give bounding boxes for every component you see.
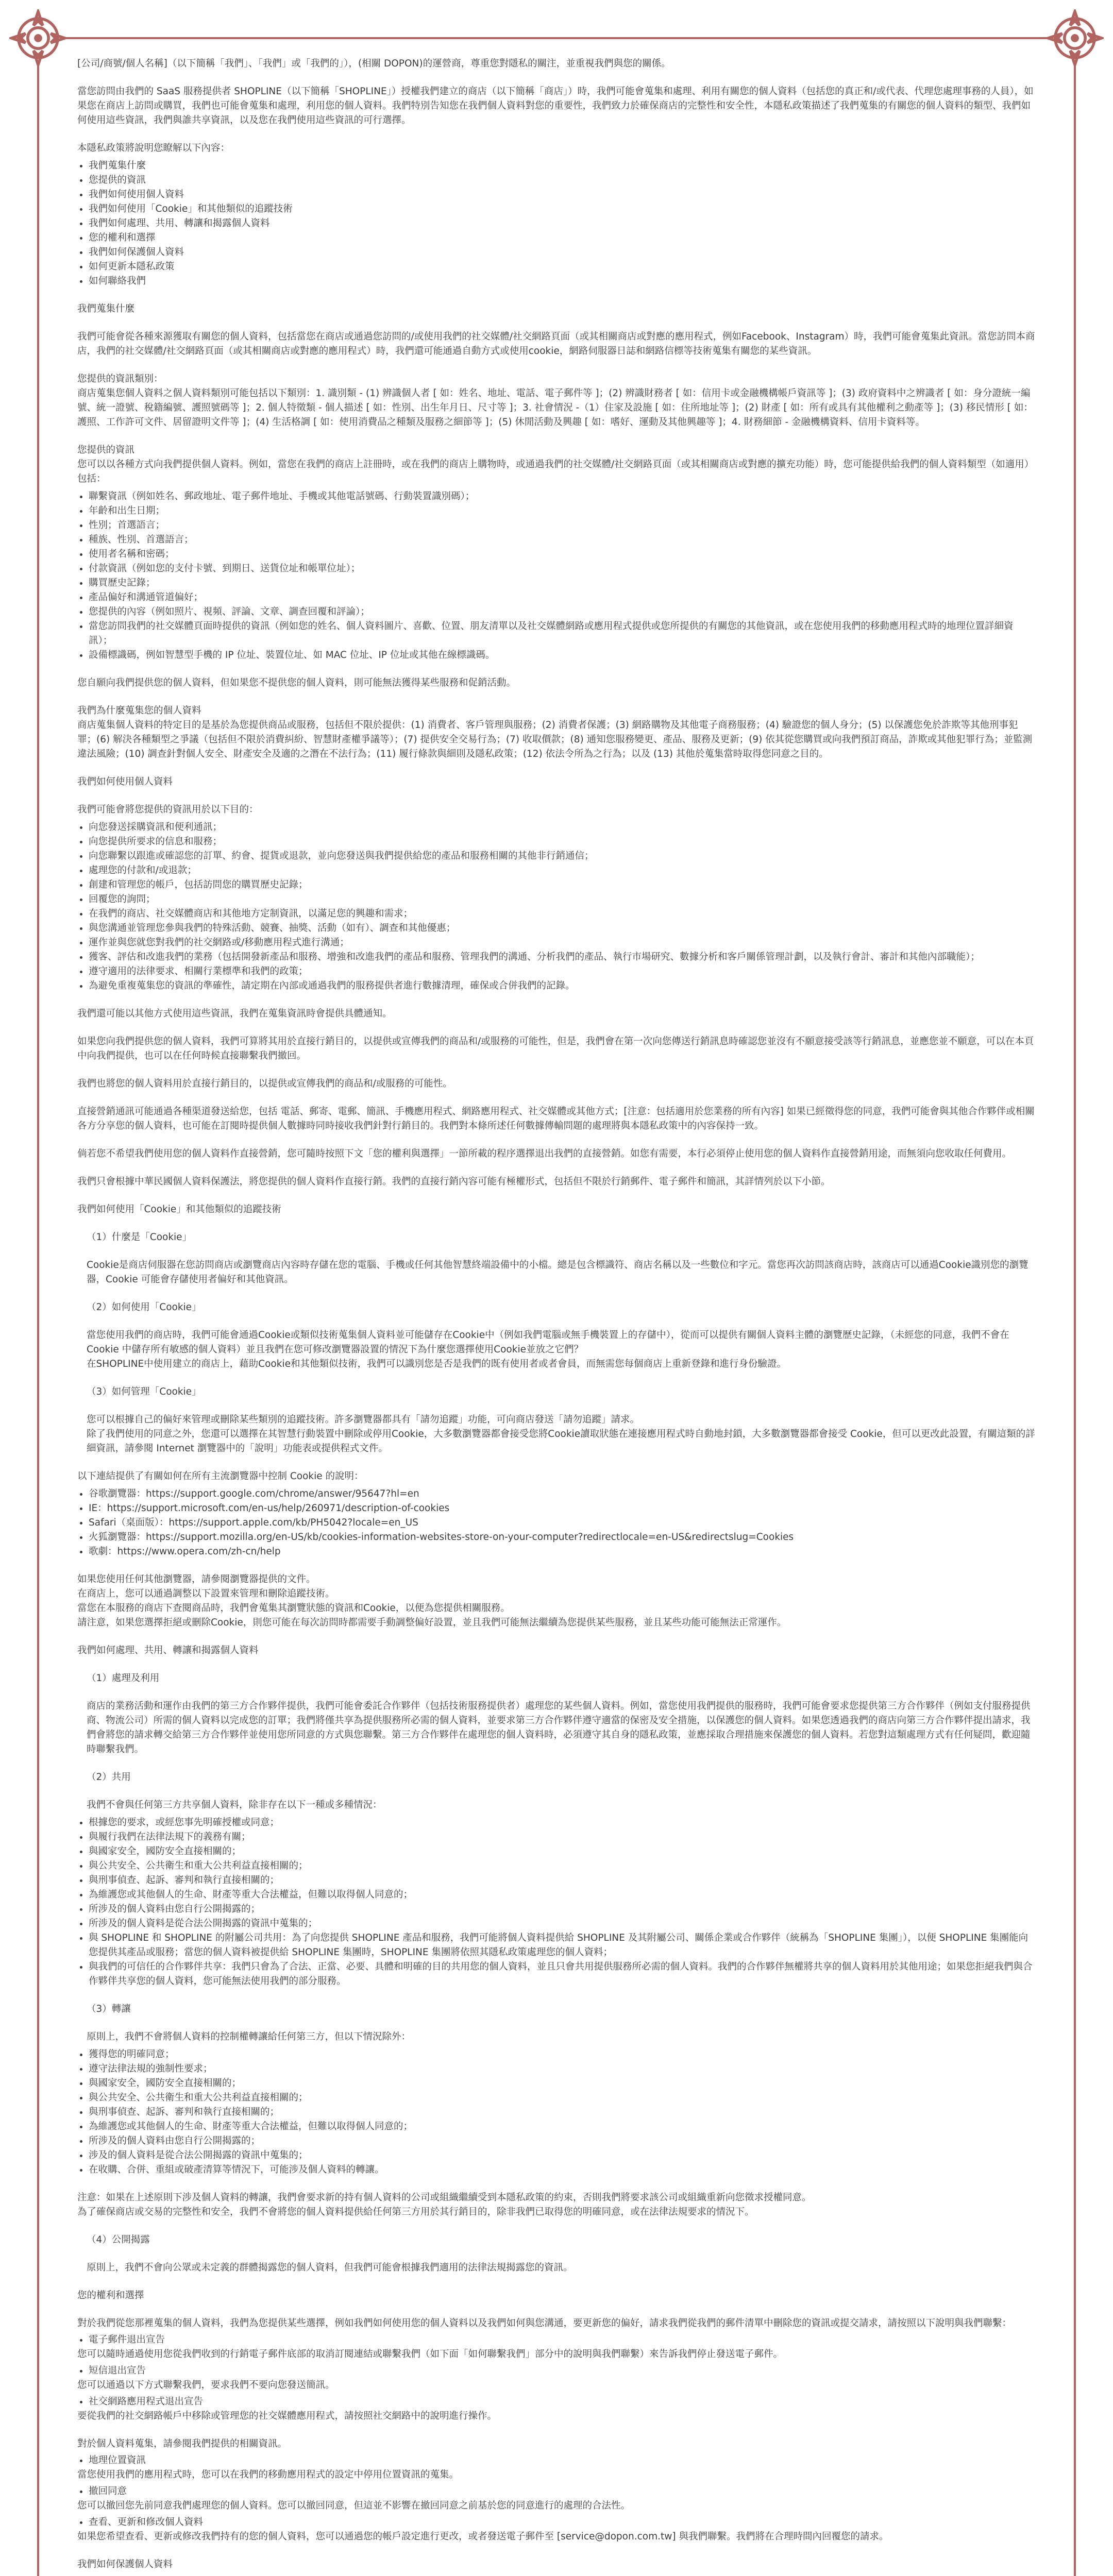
list-item: • 向您發送採購資訊和便利通訊； bbox=[89, 820, 1036, 835]
section-paragraph: 我們不會與任何第三方共享個人資料，除非存在以下一種或多種情況： bbox=[87, 1800, 382, 1810]
policy-content bbox=[77, 57, 1036, 2576]
section-paragraph: 您可以根據自己的偏好來管理或刪除某些類別的追蹤技術。許多瀏覽器都具有「請勿追蹤」功能，可向商店發送「請勿追蹤」請求。 除了我們使用的同意之外，您還可以選擇在其智慧行動裝置中刪除或停用Cookie，大多數瀏覽器都會接受您將Cookie讀取狀態在連接應用程式時自動地封鎖，大多數瀏覽器都會接受 Cookie，但可以更改此設置，有關這類的詳細資訊，請參閱 Internet 瀏覽器中的「說明」功能表或提供程式文件。 bbox=[87, 1414, 1035, 1454]
list-item: • 當您訪問我們的社交媒體頁面時提供的資訊（例如您的姓名、個人資料圖片、喜歡、位置、朋友清單以及社交媒體網路或應用程式提供或您所提供的有關您的其他資訊，或在您使用我們的移動應用程式時的地理位置詳細資訊）； bbox=[89, 619, 1036, 648]
subsection-title: （1）什麼是「Cookie」 bbox=[87, 1232, 192, 1243]
list-item: • 付款資訊（例如您的支付卡號、到期日、送貨位址和帳單位址）； bbox=[89, 562, 1036, 576]
section-heading: 我們如何保護個人資料 bbox=[77, 2559, 173, 2570]
frame-right-rule bbox=[1074, 66, 1076, 2576]
list-item: • 根據您的要求，或經您事先明確授權或同意； bbox=[89, 1816, 1036, 1830]
ornament-corner-icon bbox=[1046, 9, 1104, 67]
right-title: • 短信退出宣告 bbox=[89, 2364, 1036, 2378]
section-heading: 我們蒐集什麼 bbox=[77, 303, 135, 314]
toc-item: • 我們如何保護個人資料 bbox=[89, 245, 1036, 260]
right-body: 您可以通過以下方式聯繫我們，要求我們不要向您發送簡訊。 bbox=[77, 2380, 335, 2391]
section-heading: 您的權利和選擇 bbox=[77, 2290, 144, 2301]
right-body: 當您使用我們的應用程式時，您可以在我們的移動應用程式的設定中停用位置資訊的蒐集。 bbox=[77, 2469, 459, 2480]
list-item: • 與公共安全、公共衛生和重大公共利益直接相關的； bbox=[89, 1859, 1036, 1873]
transfer-conditions-list bbox=[77, 2047, 1036, 2177]
browser-help-link[interactable]: • 歌劇：https://www.opera.com/zh-cn/help bbox=[89, 1545, 1036, 1559]
right-title: • 查看、更新和修改個人資料 bbox=[89, 2515, 1036, 2530]
list-item: • 為維護您或其他個人的生命、財產等重大合法權益，但難以取得個人同意的； bbox=[89, 2120, 1036, 2134]
right-title: • 電子郵件退出宣告 bbox=[89, 2333, 1036, 2347]
section-paragraph: 您自願向我們提供您的個人資料，但如果您不提供您的個人資料，則可能無法獲得某些服務和促銷活動。 bbox=[77, 677, 516, 688]
subsection-title: （2）共用 bbox=[87, 1772, 131, 1783]
frame-left-rule bbox=[37, 66, 39, 2576]
list-item: • 與公共安全、公共衛生和重大公共利益直接相關的； bbox=[89, 2091, 1036, 2105]
section-paragraph: 當您使用我們的商店時，我們可能會通過Cookie或類似技術蒐集個人資料並可能儲存在Cookie中（例如我們電腦或無手機裝置上的存儲中），從而可以提供有關個人資料主體的瀏覽歷史記錄，（未經您的同意，我們不會在 Cookie 中儲存所有敏感的個人資料）並且我們在您可修改瀏覽器設置的情況下為什麼您選擇使用Cookie並放之它們？ 在SHOPLINE中使用建立的商店上，藉助Cookie和其他類似技術，我們可以識別您是否是我們的既有使用者或者會員，而無需您每個商店上重新登錄和進行身份驗證。 bbox=[87, 1330, 1009, 1369]
rights-list bbox=[77, 2453, 1036, 2468]
intro-paragraph: [公司/商號/個人名稱]（以下簡稱「我們」、「我們」或「我們的」），(相關 DOPON)的運營商，尊重您對隱私的關注，並重視我們與您的關係。 bbox=[77, 58, 671, 69]
right-body: 要從我們的社交網路帳戶中移除或管理您的社交媒體應用程式，請按照社交網路中的說明進行操作。 bbox=[77, 2411, 497, 2421]
list-item: • 使用者名稱和密碼； bbox=[89, 547, 1036, 562]
right-title: • 地理位置資訊 bbox=[89, 2453, 1036, 2468]
list-item: • 處理您的付款和/或退款； bbox=[89, 863, 1036, 878]
browser-help-link[interactable]: • 谷歌瀏覽器：https://support.google.com/chrome/answer/95647?hl=en bbox=[89, 1487, 1036, 1501]
toc-item: • 我們蒐集什麼 bbox=[89, 159, 1036, 173]
list-item: • 向您聯繫以跟進或確認您的訂單、約會、提貨或退款，並向您發送與我們提供給您的產品和服務相關的其他非行銷通信； bbox=[89, 849, 1036, 863]
section-paragraph: 原則上，我們不會將個人資料的控制權轉讓給任何第三方，但以下情況除外： bbox=[87, 2031, 411, 2042]
section-paragraph: 我們可能會從各種來源獲取有關您的個人資料，包括當您在商店或通過您訪問的/或使用我們的社交媒體/社交網路頁面（或其相關商店或對應的應用程式，例如Facebook、Instagram）時，我們可能會蒐集此資訊。當您訪問本商店，我們的社交媒體/社交網路頁面（或其相關商店或對應的應用程式）時，我們還可能通過自動方式或使用cookie，網路伺服器日誌和網路信標等技術蒐集有關您的某些資訊。 bbox=[77, 331, 1035, 357]
list-item: • 為避免重複蒐集您的資訊的準確性，請定期在內部或通過我們的服務提供者進行數據清理，確保或合併我們的記錄。 bbox=[89, 979, 1036, 993]
rights-list bbox=[77, 2364, 1036, 2378]
browser-help-links bbox=[77, 1487, 1036, 1559]
list-item: • 所涉及的個人資料由您自行公開揭露的； bbox=[89, 1902, 1036, 1917]
list-item: • 遵守法律法規的強制性要求； bbox=[89, 2062, 1036, 2076]
list-item: • 為維護您或其他個人的生命、財產等重大合法權益，但難以取得個人同意的； bbox=[89, 1888, 1036, 1902]
browser-help-link[interactable]: • Safari（桌面版）：https://support.apple.com/kb/PH5042?locale=en_US bbox=[89, 1516, 1036, 1530]
section-paragraph: 注意：如果在上述原則下涉及個人資料的轉讓，我們會要求新的持有個人資料的公司或組織繼續受到本隱私政策的約束，否則我們將要求該公司或組織重新向您徵求授權同意。 為了確保商店或交易的完整性和安全，我們不會將您的個人資料提供給任何第三方用於其行銷目的，除非我們已取得您的明確同意，或在法律法規要求的情況下。 bbox=[77, 2192, 812, 2217]
list-item: • 設備標識碼，例如智慧型手機的 IP 位址、裝置位址、如 MAC 位址、IP 位址或其他在線標識碼。 bbox=[89, 648, 1036, 663]
intro-paragraph: 當您訪問由我們的 SaaS 服務提供者 SHOPLINE（以下簡稱「SHOPLINE」）授權我們建立的商店（以下簡稱「商店」）時，我們可能會蒐集和處理、利用有關您的個人資料（包括您的真正和/或代表、代理您處理事務的人員），如果您在商店上訪問或購買，我們也可能會蒐集和處理，利用您的個人資料。我們特別告知您在我們個人資料對您的重要性，我們致力於確保商店的完整性和安全性，本隱私政策描述了我們蒐集的有關您的個人資料的類型、我們如何使用這些資訊，我們與誰共享資訊，以及您在我們使用這些資訊的可行選擇。 bbox=[77, 86, 1034, 126]
right-body: 您可以隨時通過使用您從我們收到的行銷電子郵件底部的取消訂閱連結或聯繫我們（如下面「如何聯繫我們」部分中的說明與我們聯繫）來告訴我們停止發送電子郵件。 bbox=[77, 2349, 783, 2360]
list-item: • 聯繫資訊（例如姓名、郵政地址、電子郵件地址、手機或其他電話號碼、行動裝置識別碼）； bbox=[89, 489, 1036, 504]
list-item: • 涉及的個人資料是從合法公開揭露的資訊中蒐集的； bbox=[89, 2148, 1036, 2163]
section-paragraph: 您提供的資訊 您可以以各種方式向我們提供個人資料。例如，當您在我們的商店上註冊時，或在我們的商店上購物時，或通過我們的社交媒體/社交網路頁面（或其相關商店或對應的擴充功能）時，您可能提供給我們的個人資料類型（如適用）包括： bbox=[77, 445, 1034, 484]
list-item: • 種族、性別、首選語言； bbox=[89, 533, 1036, 547]
list-item: • 運作並與您就您對我們的社交網路或/移動應用程式進行溝通； bbox=[89, 936, 1036, 950]
use-purpose-list bbox=[77, 820, 1036, 993]
ornament-corner-icon bbox=[9, 9, 67, 67]
section-paragraph: 以下連結提供了有關如何在所有主流瀏覽器中控制 Cookie 的說明： bbox=[77, 1471, 364, 1482]
toc-item: • 我們如何使用「Cookie」和其他類似的追蹤技術 bbox=[89, 202, 1036, 216]
list-item: • 與刑事偵查、起訴、審判和執行直接相關的； bbox=[89, 1873, 1036, 1888]
section-paragraph: 如果您向我們提供您的個人資料，我們可算將其用於直接行銷目的，以提供或宣傳我們的商品和/或服務的可能性，但是，我們會在第一次向您傳送行銷訊息時確認您並沒有不願意接受該等行銷訊息，並應您並不願意，可以在本頁中向我們提供，也可以在任何時候直接聯繫我們撤回。 bbox=[77, 1036, 1034, 1061]
subsection-title: （3）如何管理「Cookie」 bbox=[87, 1386, 201, 1397]
section-paragraph: 我們可能會將您提供的資訊用於以下目的： bbox=[77, 804, 259, 815]
list-item: • 與國家安全，國防安全直接相關的； bbox=[89, 2076, 1036, 2091]
section-paragraph: 我們還可能以其他方式使用這些資訊，我們在蒐集資訊時會提供具體通知。 bbox=[77, 1008, 392, 1019]
browser-help-link[interactable]: • 火狐瀏覽器：https://support.mozilla.org/en-US/kb/cookies-information-websites-store-on-your-computer?redirectlocale=en-US&redirectslug=Cookies bbox=[89, 1530, 1036, 1545]
section-heading: 我們如何處理、共用、轉讓和揭露個人資料 bbox=[77, 1645, 259, 1656]
rights-list bbox=[77, 2484, 1036, 2499]
rights-list bbox=[77, 2515, 1036, 2530]
frame-top-rule bbox=[66, 37, 1047, 39]
right-body: 如果您希望查看、更新或修改我們持有的您的個人資料，您可以通過您的帳戶設定進行更改，或者發送電子郵件至 [service@dopon.com.tw] 與我們聯繫。我們將在合理時間內回覆您的請求。 bbox=[77, 2531, 889, 2542]
section-paragraph: 如果您使用任何其他瀏覽器，請參閱瀏覽器提供的文件。 在商店上，您可以通過調整以下設置來管理和刪除追蹤技術。 當您在本服務的商店下查閱商品時，我們會蒐集其瀏覽狀態的資訊和Cookie，以便為您提供相關服務。 請注意，如果您選擇拒絕或刪除Cookie，則您可能在每次訪問時都需要手動調整偏好設置，並且我們可能無法繼續為您提供某些服務，並且某些功能可能無法正常運作。 bbox=[77, 1574, 787, 1628]
section-paragraph: 對於我們從您那裡蒐集的個人資料，我們為您提供某些選擇，例如我們如何使用您的個人資料以及我們如何與您溝通，要更新您的偏好，請求我們從我們的郵件清單中刪除您的資訊或提交請求，請按照以下說明與我們聯繫： bbox=[77, 2318, 1012, 2329]
subsection-title: （4）公開揭露 bbox=[87, 2234, 150, 2245]
list-item: • 所涉及的個人資料由您自行公開揭露的； bbox=[89, 2134, 1036, 2148]
info-type-list bbox=[77, 489, 1036, 663]
section-paragraph: 倘若您不希望我們使用您的個人資料作直接營銷，您可隨時按照下文「您的權利與選擇」一節所載的程序選擇退出我們的直接營銷。如您有需要，本行必須停止使用您的個人資料作直接營銷用途，而無須向您收取任何費用。 bbox=[77, 1148, 1012, 1159]
list-item: • 遵守適用的法律要求、相關行業標準和我們的政策； bbox=[89, 964, 1036, 979]
sharing-conditions-list bbox=[77, 1816, 1036, 1989]
list-item: • 與我們的可信任的合作夥伴共享：我們只會為了合法、正當、必要、具體和明確的目的共用您的個人資料，並且只會共用提供服務所必需的個人資料。我們的合作夥伴無權將共享的個人資料用於其他用途；如果您拒絕我們與合作夥伴共享您的個人資料，您可能無法使用我們的部分服務。 bbox=[89, 1960, 1036, 1989]
toc-item: • 我們如何處理、共用、轉讓和揭露個人資料 bbox=[89, 216, 1036, 231]
subsection-title: （3）轉讓 bbox=[87, 2004, 131, 2014]
list-item: • 向您提供所要求的信息和服務； bbox=[89, 835, 1036, 849]
list-item: • 獲得您的明確同意； bbox=[89, 2047, 1036, 2062]
list-item: • 回覆您的詢問； bbox=[89, 892, 1036, 907]
section-paragraph: 直接營銷通訊可能通過各種渠道發送給您，包括 電話、郵寄、電郵、簡訊、手機應用程式、網路應用程式、社交媒體或其他方式；[注意：包括適用於您業務的所有內容] 如果已經徵得您的同意，我們可能會與其他合作夥伴或相關各方分享您的個人資料，也可能在訂閱時提供個人數據時同時接收我們針對行銷目的。我們對本條所述任何數據傳輸問題的處理將與本隱私政策中的內容保持一致。 bbox=[77, 1106, 1035, 1131]
section-paragraph: 我們為什麼蒐集您的個人資料 商店蒐集個人資料的特定目的是基於為您提供商品或服務，包括但不限於提供：(1) 消費者、客戶管理與服務；(2) 消費者保護；(3) 網路購物及其他電子商務服務；(4) 驗證您的個人身分；(5) 以保護您免於詐欺等其他刑事犯罪；(6) 解決各種類型之爭議（包括但不限於消費糾紛、智慧財產權爭議等）；(7) 提供安全交易行為；(7) 收取價款；(8) 通知您服務變更、產品、服務及更新；(9) 依其從您購買或向我們預訂商品，詐欺或其他犯罪行為；並監測違法風險；(10) 調查針對個人安全、財產安全及適的之潛在不法行為；(11) 履行條款與細則及隱私政策；(12) 依法令所為之行為；以及 (13) 其他於蒐集當時取得您同意之目的。 bbox=[77, 705, 1033, 759]
list-item: • 性別；首選語言； bbox=[89, 518, 1036, 533]
section-paragraph: 原則上，我們不會向公眾或未定義的群體揭露您的個人資料，但我們可能會根據我們適用的法律法規揭露您的資訊。 bbox=[87, 2262, 573, 2273]
section-paragraph: 我們也將您的個人資料用於直接行銷目的，以提供或宣傳我們的商品和/或服務的可能性。 bbox=[77, 1078, 452, 1089]
list-item: • 在我們的商店、社交媒體商店和其他地方定制資訊，以滿足您的興趣和需求； bbox=[89, 907, 1036, 921]
browser-help-link[interactable]: • IE：https://support.microsoft.com/en-us/help/260971/description-of-cookies bbox=[89, 1501, 1036, 1516]
subsection-title: （2）如何使用「Cookie」 bbox=[87, 1302, 201, 1313]
right-body: 您可以撤回您先前同意我們處理您的個人資料。您可以撤回同意，但這並不影響在撤回同意之前基於您的同意進行的處理的合法性。 bbox=[77, 2500, 631, 2511]
list-item: • 創建和管理您的帳戶，包括訪問您的購買歷史記錄； bbox=[89, 878, 1036, 892]
list-item: • 獲客、評估和改進我們的業務（包括開發新產品和服務、增強和改進我們的產品和服務、管理我們的溝通、分析我們的產品、執行市場研究、數據分析和客戶關係管理計劃，以及執行會計、審計和其他內部職能）； bbox=[89, 950, 1036, 964]
list-item: • 與 SHOPLINE 和 SHOPLINE 的附屬公司共用：為了向您提供 SHOPLINE 產品和服務，我們可能將個人資料提供給 SHOPLINE 及其附屬公司、關係企業或合作夥伴（統稱為「SHOPLINE 集團」），以便 SHOPLINE 集團能向您提供其產品或服務；當您的個人資料被提供給 SHOPLINE 集團時，SHOPLINE 集團將依照其隱私政策處理您的個人資料； bbox=[89, 1931, 1036, 1960]
list-item: • 年齡和出生日期； bbox=[89, 504, 1036, 518]
toc-item: • 我們如何使用個人資料 bbox=[89, 188, 1036, 202]
section-paragraph: Cookie是商店伺服器在您訪問商店或瀏覽商店內容時存儲在您的電腦、手機或任何其他智慧終端設備中的小檔。總是包含標識符、商店名稱以及一些數位和字元。當您再次訪問該商店時，該商店可以通過Cookie識別您的瀏覽器，Cookie 可能會存儲使用者偏好和其他資訊。 bbox=[87, 1260, 1028, 1285]
rights-list bbox=[77, 2395, 1036, 2409]
list-item: • 與刑事偵查、起訴、審判和執行直接相關的； bbox=[89, 2105, 1036, 2120]
section-paragraph: 您提供的資訊類別： 商店蒐集您個人資料之個人資料類別可能包括以下類別：1. 識別類 - (1) 辨識個人者 [ 如：姓名、地址、電話、電子郵件等 ]；(2) 辨識財務者 [ 如：信用卡或金融機構帳戶資訊等 ]；(3) 政府資料中之辨識者 [ 如：身分證統一編號、統一證號、稅籍編號、護照號碼等 ]；2. 個人特徵類 - 個人描述 [ 如：性別、出生年月日、尺寸等 ]；3. 社會情況 -（1）住家及設施 [ 如：住所地址等 ]；(2) 財產 [ 如：所有或具有其他權利之動產等 ]；(3) 移民情形 [ 如：護照、工作許可文件、居留證明文件等 ]；(4) 生活格調 [ 如：使用消費品之種類及服務之細節等 ]；(5) 休閒活動及興趣 [ 如：嗜好、運動及其他興趣等 ]；4. 財務細節 - 金融機構資料、信用卡資料等。 bbox=[77, 374, 1033, 428]
list-item: • 您提供的內容（例如照片、視頻、評論、文章、調查回覆和評論）； bbox=[89, 605, 1036, 619]
list-item: • 產品偏好和溝通管道偏好； bbox=[89, 590, 1036, 605]
list-item: • 購買歷史記錄； bbox=[89, 576, 1036, 590]
section-heading: 我們如何使用「Cookie」和其他類似的追蹤技術 bbox=[77, 1204, 281, 1215]
list-item: • 與您溝通並管理您參與我們的特殊活動、競賽、抽獎、活動（如有）、調查和其他優惠； bbox=[89, 921, 1036, 936]
list-item: • 在收購、合併、重組或破產清算等情況下，可能涉及個人資料的轉讓。 bbox=[89, 2163, 1036, 2177]
list-item: • 與履行我們在法律法規下的義務有關； bbox=[89, 1830, 1036, 1844]
section-paragraph: 我們只會根據中華民國個人資料保護法，將您提供的個人資料作直接行銷。我們的直接行銷內容可能有極權形式，包括但不限於行銷郵件、電子郵件和簡訊，其詳情列於以下小節。 bbox=[77, 1176, 831, 1187]
right-title: • 社交網路應用程式退出宣告 bbox=[89, 2395, 1036, 2409]
rights-list bbox=[77, 2333, 1036, 2347]
subsection-title: （1）處理及利用 bbox=[87, 1673, 160, 1684]
section-paragraph: 商店的業務活動和運作由我們的第三方合作夥伴提供，我們可能會委託合作夥伴（包括技術服務提供者）處理您的某些個人資料。例如，當您使用我們提供的服務時，我們可能會要求您提供第三方合作夥伴（例如支付服務提供商、物流公司）所需的個人資料以完成您的訂單；我們將僅共享為提供服務所必需的個人資料，並要求第三方合作夥伴遵守適當的保密及安全措施，以保護您的個人資料。如果您透過我們的商店向第三方合作夥伴提出請求，我們會將您的請求轉交給第三方合作夥伴並使用您所同意的方式與您聯繫。第三方合作夥伴在處理您的個人資料時，必須遵守其自身的隱私政策，並應採取合理措施來保護您的個人資料。若您對這類處理方式有任何疑問，歡迎隨時聯繫我們。 bbox=[87, 1701, 1031, 1755]
section-heading: 我們如何使用個人資料 bbox=[77, 776, 173, 787]
right-title: • 撤回同意 bbox=[89, 2484, 1036, 2499]
section-paragraph: 對於個人資料蒐集，請參閱我們提供的相關資訊。 bbox=[77, 2438, 288, 2449]
toc-item: • 如何更新本隱私政策 bbox=[89, 260, 1036, 274]
table-of-contents bbox=[77, 159, 1036, 289]
toc-item: • 您提供的資訊 bbox=[89, 173, 1036, 188]
toc-item: • 如何聯絡我們 bbox=[89, 274, 1036, 289]
toc-intro: 本隱私政策將說明您瞭解以下內容： bbox=[77, 143, 230, 154]
list-item: • 與國家安全，國防安全直接相關的； bbox=[89, 1844, 1036, 1859]
list-item: • 所涉及的個人資料是從合法公開揭露的資訊中蒐集的； bbox=[89, 1917, 1036, 1931]
toc-item: • 您的權利和選擇 bbox=[89, 231, 1036, 245]
